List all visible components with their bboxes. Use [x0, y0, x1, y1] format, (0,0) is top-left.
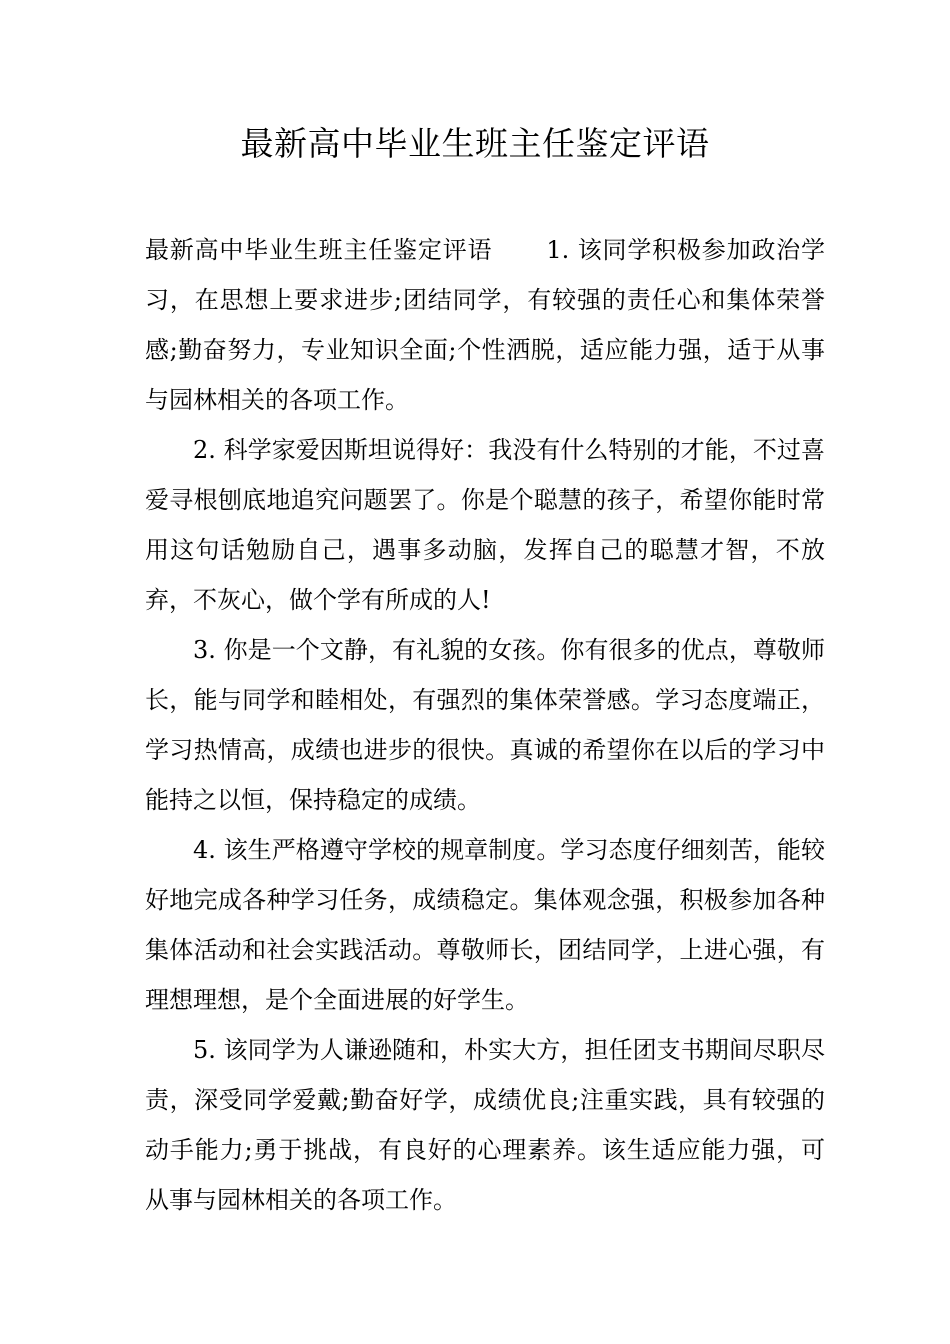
- paragraph-5: 5. 该同学为人谦逊随和，朴实大方，担任团支书期间尽职尽责，深受同学爱戴;勤奋好学，成绩优良;注重实践，具有较强的动手能力;勇于挑战，有良好的心理素养。该生适应能力强，可从事与园林相关的各项工作。: [145, 1036, 825, 1214]
- paragraph-2: 2. 科学家爱因斯坦说得好：我没有什么特别的才能，不过喜爱寻根刨底地追究问题罢了。你是个聪慧的孩子，希望你能时常用这句话勉励自己，遇事多动脑，发挥自己的聪慧才智，不放弃，不灰心，做个学有所成的人!: [145, 436, 825, 614]
- document-body: [145, 225, 825, 1225]
- document-title: 最新高中毕业生班主任鉴定评语: [240, 124, 710, 163]
- paragraph-4: 4. 该生严格遵守学校的规章制度。学习态度仔细刻苦，能较好地完成各种学习任务，成绩稳定。集体观念强，积极参加各种集体活动和社会实践活动。尊敬师长，团结同学，上进心强，有理想理想，是个全面进展的好学生。: [145, 836, 825, 1014]
- paragraph-1-text: 1. 该同学积极参加政治学习，在思想上要求进步;团结同学，有较强的责任心和集体荣誉感;勤奋努力，专业知识全面;个性洒脱，适应能力强，适于从事与园林相关的各项工作。: [145, 236, 825, 414]
- paragraph-3: 3. 你是一个文静，有礼貌的女孩。你有很多的优点，尊敬师长，能与同学和睦相处，有强烈的集体荣誉感。学习态度端正，学习热情高，成绩也进步的很快。真诚的希望你在以后的学习中能持之以恒，保持稳定的成绩。: [145, 636, 825, 814]
- paragraph-1-lead: 最新高中毕业生班主任鉴定评语: [145, 236, 493, 264]
- paragraph-1: [145, 225, 825, 425]
